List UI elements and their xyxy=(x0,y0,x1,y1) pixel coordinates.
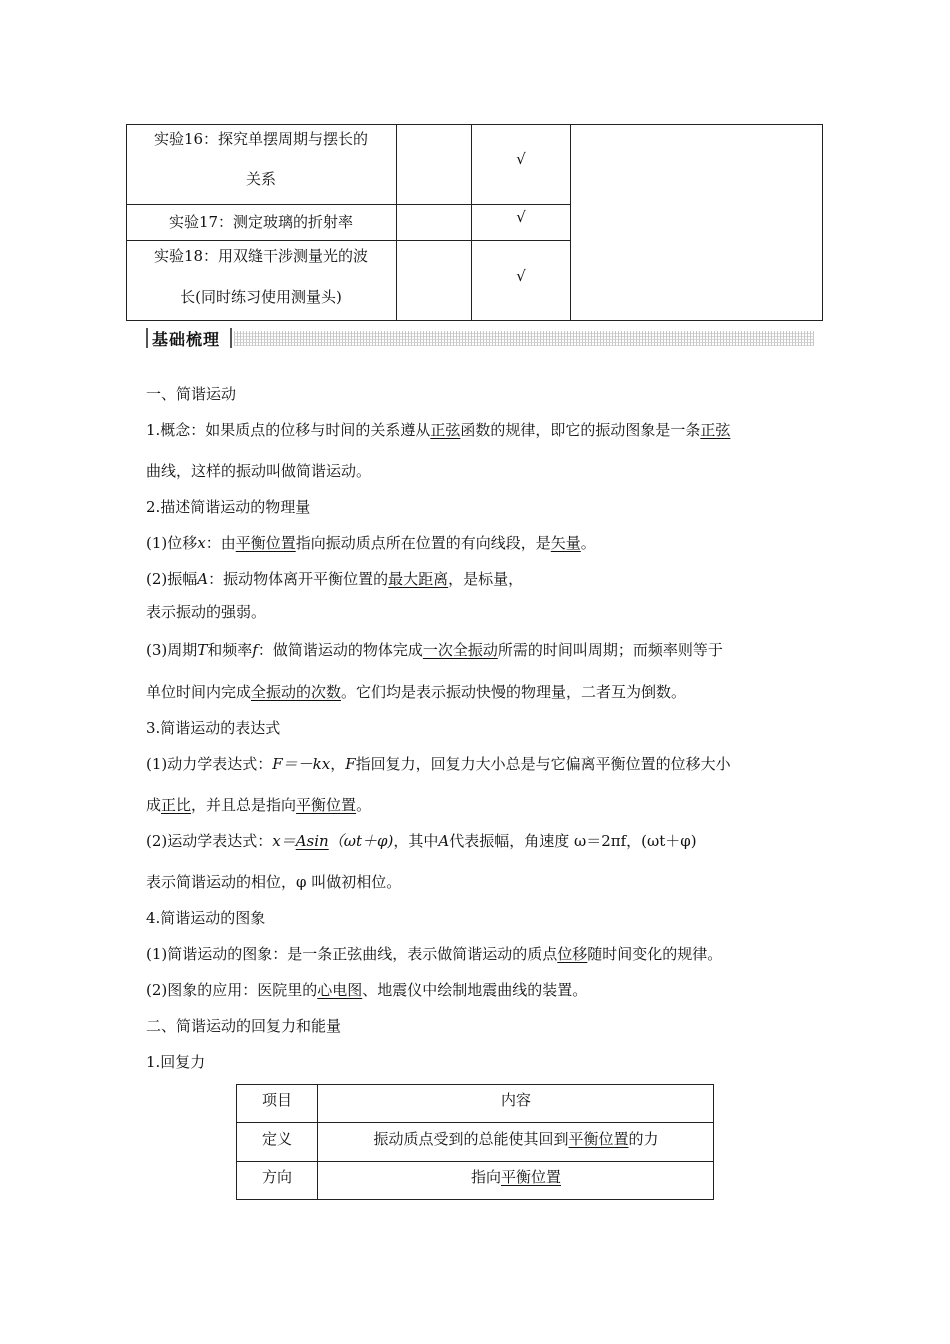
experiment-table xyxy=(126,124,823,321)
check-mark: √ xyxy=(516,267,526,285)
check-mark: √ xyxy=(516,208,526,226)
table-col-divider-3 xyxy=(570,124,571,321)
paragraph-amplitude: (2)振幅A：振动物体离开平衡位置的最大距离，是标量， xyxy=(146,570,524,588)
paragraph-concept-cont: 曲线，这样的振动叫做简谐运动。 xyxy=(146,462,372,480)
table-cell-experiment: 实验17：测定玻璃的折射率 xyxy=(168,213,354,231)
paragraph-amplitude-cont: 表示振动的强弱。 xyxy=(146,603,267,621)
banner-bar xyxy=(146,328,148,348)
check-mark: √ xyxy=(516,150,526,168)
paragraph-period: (3)周期T和频率f：做简谐运动的物体完成一次全振动所需的时间叫周期；而频率则等于 xyxy=(146,641,723,659)
table-cell-experiment: 实验16：探究单摆周期与摆长的 xyxy=(153,130,369,148)
section-banner xyxy=(146,328,814,348)
paragraph-graph-2: (2)图象的应用：医院里的心电图、地震仪中绘制地震曲线的装置。 xyxy=(146,981,588,999)
table-border-bottom xyxy=(126,320,823,321)
section-title: 基础梳理 xyxy=(152,330,221,349)
paragraph-dynamics: (1)动力学表达式：F＝－kx，F指回复力，回复力大小总是与它偏离平衡位置的位移大小 xyxy=(146,755,731,773)
heading-graph: 4.简谐运动的图象 xyxy=(146,909,266,927)
heading-restoring-force-energy: 二、简谐运动的回复力和能量 xyxy=(146,1017,342,1035)
restoring-force-table xyxy=(236,1084,714,1200)
heading-physical-quantities: 2.描述简谐运动的物理量 xyxy=(146,498,311,516)
paragraph-dynamics-cont: 成正比，并且总是指向平衡位置。 xyxy=(146,796,372,814)
banner-bar xyxy=(230,328,232,348)
table-col-divider-1 xyxy=(396,124,397,321)
table-header-content: 内容 xyxy=(500,1091,531,1109)
table-header-item: 项目 xyxy=(261,1091,292,1109)
paragraph-kinematics-cont: 表示简谐运动的相位，φ 叫做初相位。 xyxy=(146,873,402,891)
heading-expressions: 3.简谐运动的表达式 xyxy=(146,719,281,737)
table-cell-definition: 振动质点受到的总能使其回到平衡位置的力 xyxy=(373,1130,659,1148)
table-cell-definition-label: 定义 xyxy=(261,1130,292,1148)
table-row-divider xyxy=(236,1122,714,1123)
table-border-top xyxy=(236,1084,714,1085)
heading-simple-harmonic-motion: 一、简谐运动 xyxy=(146,385,237,403)
table-cell-experiment: 实验18：用双缝干涉测量光的波 xyxy=(153,247,369,265)
table-cell-direction-label: 方向 xyxy=(261,1168,292,1186)
banner-hatch-pattern xyxy=(234,331,814,346)
heading-restoring-force: 1.回复力 xyxy=(146,1053,206,1071)
table-row-divider xyxy=(236,1161,714,1162)
paragraph-concept: 1.概念：如果质点的位移与时间的关系遵从正弦函数的规律，即它的振动图象是一条正弦 xyxy=(146,421,731,439)
paragraph-graph-1: (1)简谐运动的图象：是一条正弦曲线，表示做简谐运动的质点位移随时间变化的规律。 xyxy=(146,945,723,963)
table-cell-experiment: 关系 xyxy=(245,170,276,188)
paragraph-kinematics: (2)运动学表达式：x＝Asin（ωt＋φ)，其中A代表振幅，角速度 ω＝2πf，(ωt＋φ) xyxy=(146,832,697,850)
paragraph-period-cont: 单位时间内完成全振动的次数。它们均是表示振动快慢的物理量，二者互为倒数。 xyxy=(146,683,687,701)
paragraph-displacement: (1)位移x：由平衡位置指向振动质点所在位置的有向线段，是矢量。 xyxy=(146,534,596,552)
table-cell-direction: 指向平衡位置 xyxy=(470,1168,562,1186)
table-border-right xyxy=(822,124,823,321)
table-border-bottom xyxy=(236,1199,714,1200)
table-cell-experiment: 长(同时练习使用测量头) xyxy=(180,288,342,306)
